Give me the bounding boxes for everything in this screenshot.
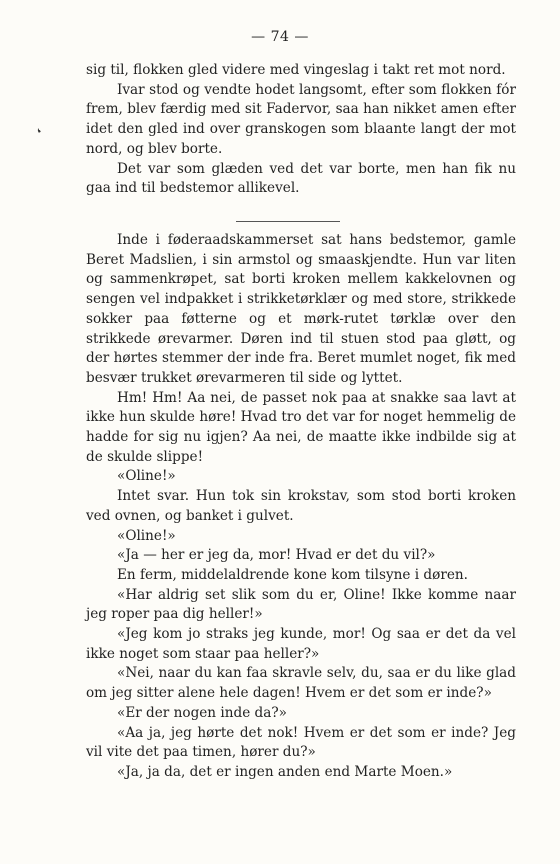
paragraph: «Har aldrig set slik som du er, Oline! Ikke komme naar jeg roper paa dig heller!»	[86, 586, 516, 623]
section-divider	[236, 221, 340, 222]
paragraph: «Nei, naar du kan faa skravle selv, du, saa er du like glad om jeg sitter alene hele dagen! Hvem er det som er inde?»	[86, 665, 516, 702]
paragraph: «Ja — her er jeg da, mor! Hvad er det du vil?»	[117, 547, 436, 564]
paragraph: «Aa ja, jeg hørte det nok! Hvem er det som er inde? Jeg vil vite det paa timen, hører du?»	[86, 724, 516, 761]
paragraph: «Jeg kom jo straks jeg kunde, mor! Og saa er det da vel ikke noget som staar paa heller?»	[86, 626, 516, 662]
text-block-1	[86, 61, 516, 199]
paragraph: sig til, flokken gled videre med vingeslag i takt ret mot nord.	[86, 62, 506, 78]
paragraph: Ivar stod og vendte hodet langsomt, efter som flokken fór frem, blev færdig med sit Fadervor, saa han nikket amen efter idet den gled ind over granskogen som blaante langt der mot nord, og blev borte.	[86, 81, 516, 157]
paragraph: «Er der nogen inde da?»	[117, 704, 287, 721]
paragraph: Hm! Hm! Aa nei, de passet nok paa at snakke saa lavt at ikke hun skulde høre! Hvad tro det var for noget hemmelig de hadde for sig nu igjen? Aa nei, de maatte ikke indbilde sig at de skulde slippe!	[86, 389, 516, 465]
paragraph: Intet svar. Hun tok sin krokstav, som stod borti kroken ved ovnen, og banket i gulvet.	[86, 488, 516, 524]
paragraph: «Ja, ja da, det er ingen anden end Marte Moen.»	[117, 763, 453, 780]
paragraph: Inde i føderaadskammerset sat hans bedstemor, gamle Beret Madslien, i sin armstol og smaaskjendte. Hun var liten og sammenkrøpet, sat borti kroken mellem kakkelovnen og sengen vel indpakket i strikketørklær og med store, strikkede sokker paa føtterne og et mørk-rutet tørklæ over den strikkede ørevarmer. Døren ind til stuen stod paa gløtt, og der hørtes stemmer der inde fra. Beret mumlet noget, fik med besvær trukket ørevarmeren til side og lyttet.	[86, 232, 516, 386]
paragraph: «Oline!»	[117, 527, 176, 544]
paragraph: «Oline!»	[117, 468, 176, 485]
margin-pencil-mark: ❛	[35, 125, 45, 141]
text-block-2	[86, 231, 516, 783]
paragraph: Det var som glæden ved det var borte, men han fik nu gaa ind til bedstemor allikevel.	[86, 160, 516, 197]
paragraph: En ferm, middelaldrende kone kom tilsyne i døren.	[117, 566, 468, 583]
page-number: — 74 —	[251, 29, 309, 45]
